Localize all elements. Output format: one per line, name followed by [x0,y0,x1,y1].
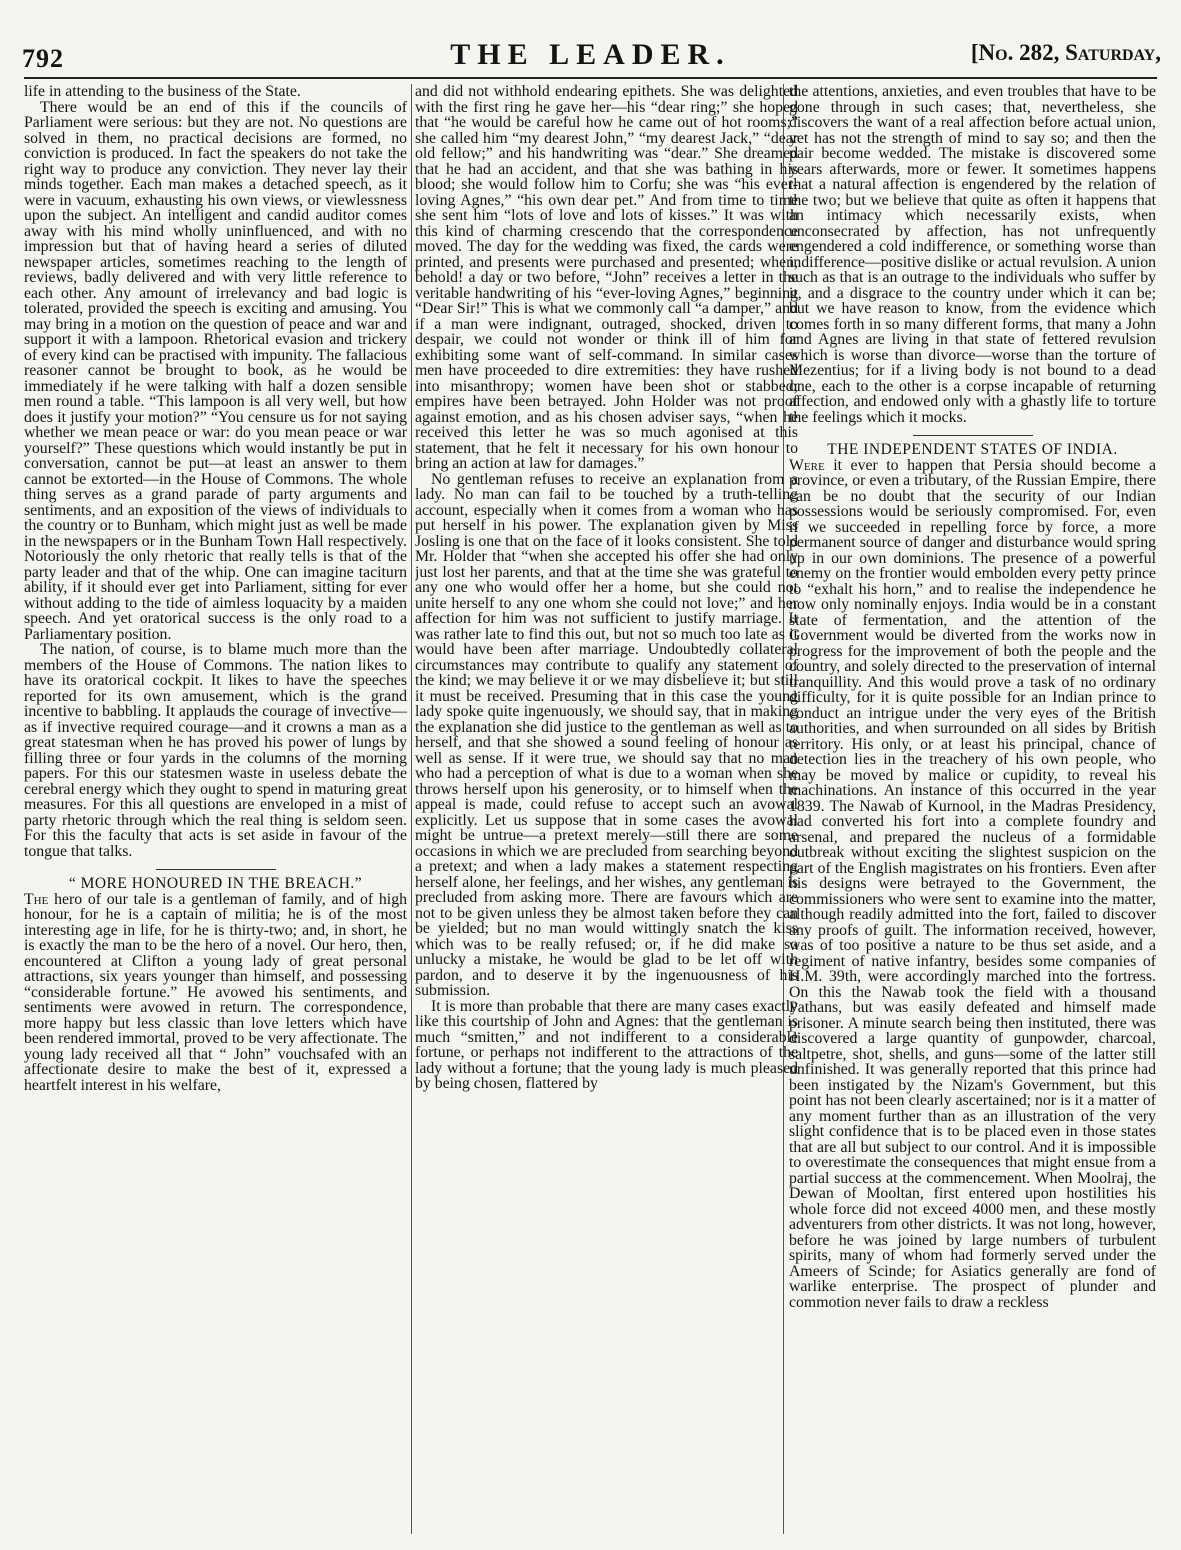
article-heading: “ MORE HONOURED IN THE BREACH.” [68,875,363,892]
column-3 [789,84,1156,1540]
article-heading: THE INDEPENDENT STATES OF INDIA. [827,441,1118,458]
issue-label: [No. 282, Saturday, [970,40,1161,65]
paragraph: the attentions, anxieties, and even troubles that have to be gone through in such cases; that, nevertheless, she discovers the want of a real affection before actual union, yet has not the strength of mind to say so; and then the pair become wedded. The mistake is discovered some years afterwards, more or fewer. It sometimes happens that a natural affection is engendered by the relation of the two; but we believe that quite as often it happens that an intimacy which necessarily exists, when unconsecrated by affection, has not unfrequently engendered a cold indifference, or something worse than indifference—positive dislike or actual revulsion. A union such as that is an outrage to the individuals who suffer by it, and a disgrace to the country under which it can be; but we have reason to know, from the evidence which comes forth in so many different forms, that many a John and Agnes are living in that state of fettered revulsion which is worse than divorce—worse than the torture of Mezentius; for if a living body is not bound to a dead one, each to the other is a corpse incapable of returning affection, and endowed only with a ghastly life to torture the feelings which it mocks. [789,84,1156,426]
page-number: 792 [22,44,64,73]
paragraph: There would be an end of this if the councils of Parliament were serious: but they are not. No questions are solved in them, no practical decisions are formed, no conviction is produced. In fact the speakers do not take the right way to produce any conviction. They never lay their minds together. Each man makes a detached speech, as it were in vacuum, exhausting his own views, or viewlessness upon the subject. An intelligent and candid auditor comes away with his mind wholly uninfluenced, and with no impression but that of having heard a series of diluted newspaper articles, sometimes reaching to the length of reviews, badly delivered and with very little reference to each other. Any amount of irrelevancy and bad logic is tolerated, provided the speech is exciting and amusing. You may bring in a motion on the question of peace and war and support it with a lampoon. Rhetorical evasion and trickery of every kind can be practised with impunity. The fallacious reasoner cannot be brought to book, as he would be immediately if he were talking with half a dozen sensible men round a table. “This lampoon is all very well, but how does it justify your motion?” “You censure us for not saying whether we mean peace or war: do you mean peace or war yourself?” These questions which would instantly be put in conversation, cannot be put—at least an answer to them cannot be extorted—in the House of Commons. The whole thing serves as a grand parade of party arguments and sentiments, and an exposition of the views of individuals to the country or to Bunham, which might just as well be made in the newspapers or in the Bunham Town Hall respectively. Notoriously the only rhetoric that really tells is that of the party leader and that of the whip. One can imagine taciturn ability, if it should ever get into Parliament, sitting for ever without adding to the tide of aimless loquacity by a maiden speech. And yet oratorical success is the only road to a Parliamentary position. [24,98,407,643]
paragraph: life in attending to the business of the State. [24,84,301,100]
article-separator [156,869,276,870]
paragraph: It is more than probable that there are many cases exactly like this courtship of John and Agnes: that the gentleman is much “smitten,” and not indifferent to a considerable fortune, or perhaps not indifferent to the attractions of the lady without a fortune; that the young lady is much pleased by being chosen, flattered by [415,997,798,1092]
paragraph: The nation, of course, is to blame much more than the members of the House of Commons. The nation likes to have its oratorical cockpit. It likes to have the speeches reported for its own amusement, which is the grand incentive to babbling. It applauds the courage of invective—as if invective required courage—and it crowns a man as a great statesman when he has proved his power of lungs by filling three or four yards in the columns of the morning papers. For this our statesmen waste in useless debate the cerebral energy which they ought to spend in maturing great measures. For this all questions are enveloped in a mist of party rhetoric through which the real thing is seldom seen. For this the faculty that acts is set aside in favour of the tongue that talks. [24,641,407,860]
header-rule [24,77,1157,79]
paragraph: hero of our tale is a gentleman of family, and of high honour, for he is a captain of militia; he is of the most interesting age in life, for he is thirty-two; and, in short, he is exactly the man to be the hero of a novel. Our hero, then, encountered at Clifton a young lady of great personal attractions, six years younger than himself, and possessing “considerable fortune.” He avowed his sentiments, and sentiments were avowed in return. The correspondence, more happy but less classic than love letters which have been rendered immortal, proved to be very affectionate. The young lady received all that “ John” vouchsafed with an affectionate desire to make the best of it, expressed a heartfelt interest in his welfare, [24,890,407,1094]
paragraph: No gentleman refuses to receive an explanation from a lady. No man can fail to be touched by a truth-telling account, especially when it comes from a woman who has put herself in his power. The explanation given by Miss Josling is one that on the face of it looks consistent. She told Mr. Holder that “when she accepted his offer she had only just lost her parents, and that at the time she was grateful to any one who would offer her a home, but she could not unite herself to any one whom she could not love;” and her affection for him was not sufficient to justify marriage. It was rather late to find this out, but not so much too late as it would have been after marriage. Undoubtedly collateral circumstances may contribute to qualify any statement of the kind; we may believe it or we may disbelieve it; but still it must be received. Presuming that in this case the young lady spoke quite ingenuously, we should say, that in making the explanation she did justice to the gentleman as well as to herself, and that she showed a sound feeling of honour as well as sense. If it were true, we should say that no man who had a perception of what is due to a woman when she throws herself upon his generosity, or to himself when the appeal is made, could refuse to accept such an avowal explicitly. Let us suppose that in some cases the avowal might be untrue—a pretext merely—still there are some occasions in which we are precluded from searching beyond a pretext; and when a lady makes a statement respecting herself alone, her feelings, and her wishes, any gentleman is precluded from asking more. There are favours which are not to be given unless they be almost taken before they can be yielded; but no man would wittingly snatch the kiss which was to be really refused; or, if he did make so unlucky a mistake, he would be glad to be let off with pardon, and to deserve it by the ingenuousness of his submission. [415,470,798,999]
column-2 [415,84,798,1540]
page-header [0,34,1181,78]
paragraph: it ever to happen that Persia should become a province, or even a tributary, of the Russian Empire, there can be no doubt that the security of our Indian possessions would be seriously compromised. For, even if we succeeded in repelling force by force, a more permanent source of danger and disturbance would spring up in our own dominions. The presence of a powerful enemy on the frontier would embolden every petty prince to “exhalt his horn,” and to realise the independence he now only nominally enjoys. India would be in a constant state of fermentation, and the attention of the Government would be diverted from the works now in progress for the improvement of both the people and the country, and solely directed to the preservation of internal tranquillity. And this would prove a task of no ordinary difficulty, for it is quite possible for an Indian prince to conduct an intrigue under the very eyes of the British authorities, and when surrounded on all sides by British territory. His only, or at least his principal, chance of detection lies in the treachery of his own people, who may be moved by malice or cupidity, to reveal his machinations. An instance of this occurred in the year 1839. The Nawab of Kurnool, in the Madras Presidency, had converted his fort into a complete foundry and arsenal, and prepared the nucleus of a formidable outbreak without exciting the slightest suspicion on the part of the English magistrates on his frontiers. Even after his designs were betrayed to the Government, the commissioners who were sent to examine into the matter, although readily admitted into the fort, failed to discover any proofs of guilt. The information received, however, was of too positive a nature to be thus set aside, and a regiment of native infantry, besides some companies of H.M. 39th, were accordingly marched into the fortress. On this the Nawab took the field with a thousand Pathans, but was easily defeated and himself made prisoner. A minute search being then instituted, there was discovered a large quantity of gunpowder, charcoal, saltpetre, shot, shells, and guns—some of the latter still unfinished. It was generally reported that this prince had been instigated by the Nizam's Government, but this point has not been clearly ascertained; nor is it a matter of any moment further than as an illustration of the very slight confidence that is to be placed even in those states that are all but subject to our control. And it is impossible to overestimate the consequences that might ensue from a partial success at the commencement. When Moolraj, the Dewan of Mooltan, first entered upon hostilities his whole force did not exceed 4000 men, and these mostly adventurers from other districts. It was not long, however, before he was joined by large numbers of turbulent spirits, many of whom had formerly served under the Ameers of Scinde; for Asiatics generally are fond of warlike enterprise. The prospect of plunder and commotion never fails to draw a reckless [789,456,1156,1311]
paragraph: and did not withhold endearing epithets. She was delighted with the first ring he gave her—his “dear ring;” she hoped that “he would be careful how he came out of hot rooms;” she called him “my dearest John,” “my dearest Jack,” “dear old fellow;” and his handwriting was “dear.” She dreamed that he had an accident, and that she was bathing in his blood; she would follow him to Corfu; she was “his ever-loving Agnes,” “his own dear pet.” And from time to time she sent him “lots of love and lots of kisses.” It was with this kind of charming crescendo that the correspondence moved. The day for the wedding was fixed, the cards were printed, and presents were purchased and presented; when, behold! a day or two before, “John” receives a letter in the veritable handwriting of his “ever-loving Agnes,” beginning “Dear Sir!” This is what we commonly call “a damper,” and if a man were indignant, outraged, shocked, driven to despair, we could not wonder or think ill of him for exhibiting some want of self-command. In similar cases men have proceeded to dire extremities: they have rushed into misanthropy; women have been shot or stabbed; empires have been betrayed. John Holder was not proof against emotion, and as his chosen adviser says, “when he received this letter he was so much agonised at this statement, that he felt it necessary for his own honour to bring an action at law for damages.” [415,84,798,472]
column-divider [411,84,412,1534]
column-1 [24,84,407,1540]
masthead-title: THE LEADER. [450,38,731,71]
lead-word: Were [789,456,825,474]
lead-word: The [24,890,49,908]
article-separator [913,435,1033,436]
